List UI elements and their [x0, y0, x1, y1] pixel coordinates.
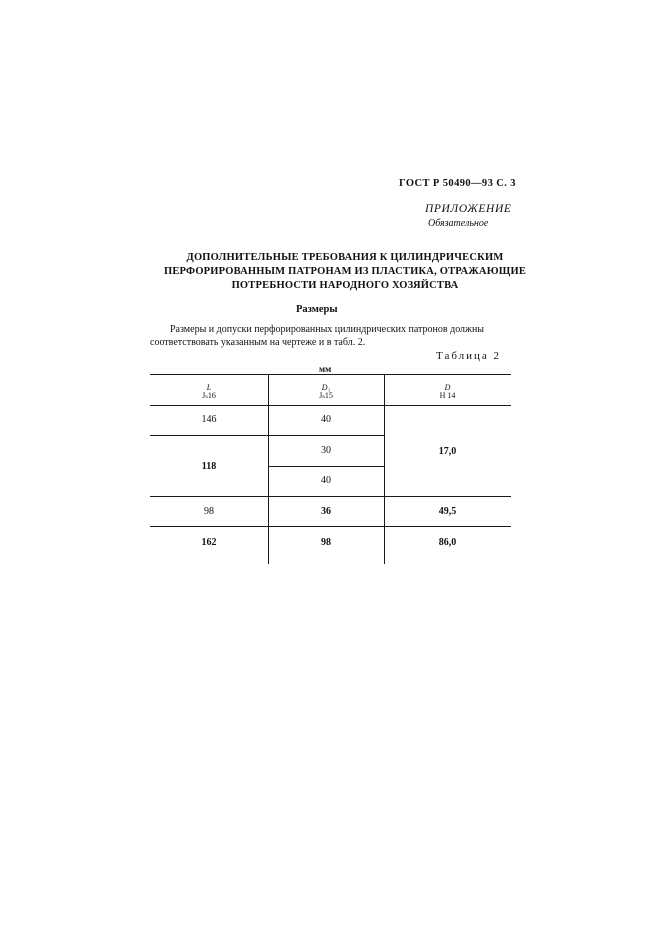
row-rule	[150, 435, 384, 436]
column-header-D1	[268, 384, 384, 400]
row-rule	[268, 466, 384, 467]
table-header-rule	[150, 405, 511, 406]
row-rule	[150, 526, 511, 527]
header-symbol: L	[206, 383, 212, 392]
paragraph-line-1: Размеры и допуски перфорированных цилиндрических патронов должны	[170, 324, 485, 335]
header-tolerance: Jₛ16	[202, 391, 216, 400]
column-rule	[384, 374, 385, 564]
table-top-rule	[150, 374, 511, 375]
main-title-line-3: ПОТРЕБНОСТИ НАРОДНОГО ХОЗЯЙСТВА	[231, 280, 459, 291]
table-cell: 30	[321, 445, 331, 456]
column-header-D	[384, 384, 511, 400]
header-tolerance: Jₛ15	[319, 391, 333, 400]
table-cell: 162	[201, 537, 217, 548]
table-label: Таблица 2	[436, 350, 502, 362]
table-cell: 36	[321, 506, 331, 517]
table-cell: 86,0	[438, 537, 457, 548]
table-cell: 98	[321, 537, 331, 548]
paragraph-line-2: соответствовать указанным на чертеже и в табл. 2.	[150, 337, 366, 348]
header-symbol: D	[444, 383, 451, 392]
appendix-title: ПРИЛОЖЕНИЕ	[425, 203, 512, 215]
section-title: Размеры	[296, 304, 338, 315]
table-cell: 118	[201, 461, 217, 472]
section-paragraph	[150, 323, 510, 349]
table-cell: 17,0	[438, 446, 457, 457]
table-cell: 146	[201, 414, 217, 425]
header-symbol: D₁	[321, 383, 331, 392]
main-title	[130, 251, 560, 293]
main-title-line-1: ДОПОЛНИТЕЛЬНЫЕ ТРЕБОВАНИЯ К ЦИЛИНДРИЧЕСКИМ	[186, 252, 504, 263]
table-cell: 49,5	[438, 506, 457, 517]
standard-code: ГОСТ Р 50490—93 С. 3	[399, 178, 516, 189]
header-tolerance: H 14	[439, 391, 456, 400]
table-cell: 40	[321, 475, 331, 486]
table-unit: мм	[319, 364, 332, 374]
appendix-subtitle: Обязательное	[428, 218, 489, 229]
table-cell: 98	[204, 506, 214, 517]
column-rule	[268, 374, 269, 564]
main-title-line-2: ПЕРФОРИРОВАННЫМ ПАТРОНАМ ИЗ ПЛАСТИКА, ОТРАЖАЮЩИЕ	[163, 266, 527, 277]
table-cell: 40	[321, 414, 331, 425]
row-rule	[150, 496, 511, 497]
column-header-L	[150, 384, 268, 400]
